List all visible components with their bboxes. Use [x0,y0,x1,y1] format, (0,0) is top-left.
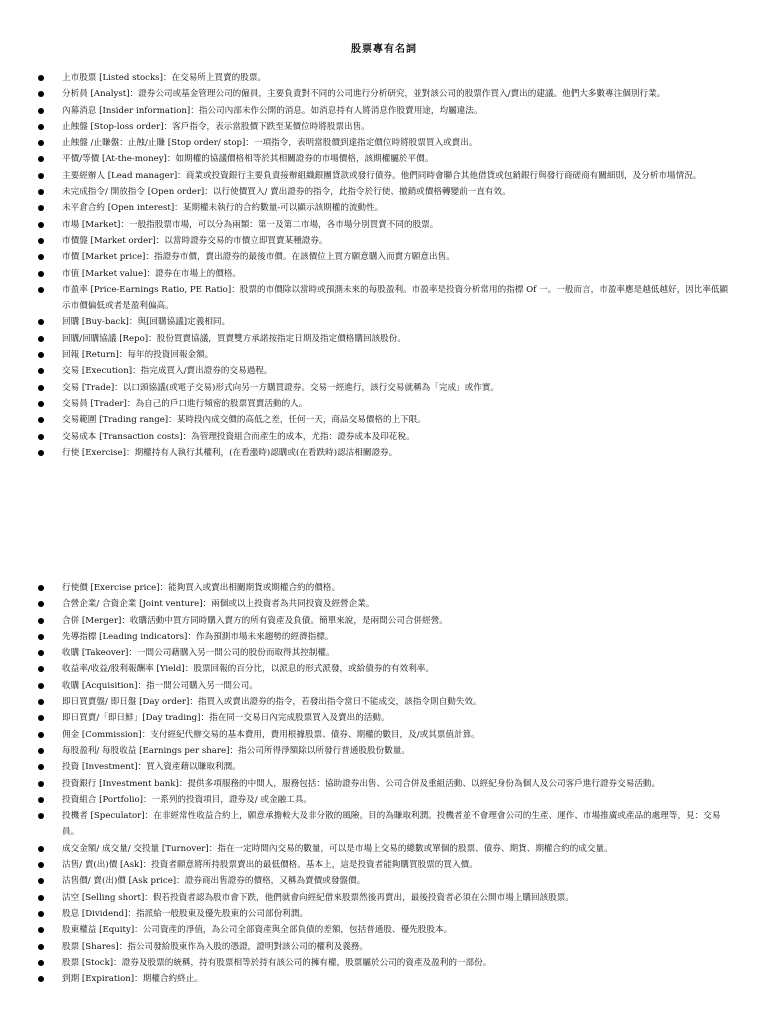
glossary-item-text: 上市股票 [Listed stocks]：在交易所上買賣的股票。 [62,73,267,83]
bullet-icon [38,450,44,456]
glossary-item [38,168,730,184]
bullet-icon [38,699,44,705]
bullet-icon [38,287,44,293]
glossary-item-text: 即日買賣/「即日鮮」[Day trading]：指在同一交易日內完成股票買入及賣出的活動。 [62,713,390,724]
bullet-icon [38,417,44,423]
glossary-item [38,971,730,987]
glossary-item [38,151,730,167]
glossary-item-text: 未完成指令/ 開放指令 [Open order]：以行使價買入/ 賣出證券的指令，此指令於行使、撤銷或價格轉變前一直有效。 [62,187,511,198]
glossary-item-text: 止蝕盤 [Stop-loss order]：客戶指令，表示當股價下跌至某價位時將股票出售。 [62,121,370,132]
glossary-item [38,412,730,428]
glossary-item-text: 股息 [Dividend]：指派給一般股東及優先股東的公司部份利潤。 [62,908,308,919]
bullet-icon [38,601,44,607]
bullet-icon [38,173,44,179]
bullet-icon [38,401,44,407]
bullet-icon [38,189,44,195]
glossary-list-1 [38,70,730,461]
bullet-icon [38,205,44,211]
glossary-item [38,596,730,612]
glossary-item-text: 先導指標 [Leading indicators]：作為預測市場未來趨勢的經濟指標。 [62,631,334,642]
glossary-item-text: 市值 [Market value]：證券在市場上的價格。 [62,268,242,279]
bullet-icon [38,764,44,770]
glossary-item-text: 投資組合 [Portfolio]：一系列的投資項目，證券及/ 或金融工具。 [62,794,312,805]
glossary-item-text: 即日買賣盤/ 即日盤 [Day order]：指買入或賣出證券的指令，若發出指令當日不能成交，該指令則自動失效。 [62,697,482,708]
glossary-item-text: 股票 [Shares]：指公司發給股東作為入股的憑證，證明對該公司的權利及義務。 [62,941,368,952]
glossary-item [38,629,730,645]
bullet-icon [38,748,44,754]
bullet-icon [38,618,44,624]
bullet-icon [38,878,44,884]
bullet-icon [38,846,44,852]
bullet-icon [38,585,44,591]
bullet-icon [38,385,44,391]
bullet-icon [38,319,44,325]
bullet-icon [38,634,44,640]
glossary-item-text: 成交金額/ 成交量/ 交投量 [Turnover]：指在一定時間內交易的數量，可以是市場上交易的總數或單個的股票、債券、期貨、期權合約的成交量。 [62,843,613,854]
glossary-item [38,922,730,938]
glossary-item [38,119,730,135]
glossary-item-text: 沽售價/ 賣(出)價 [Ask price]：證券商出售證券的價格，又稱為賣價或發盤價。 [62,876,366,887]
bullet-icon [38,140,44,146]
glossary-item [38,613,730,629]
glossary-item-text: 主要經辦人 [Lead manager]：商業或投資銀行主要負責接辦組織銀團貸款或發行債券。他們同時會聯合其他借貸或包銷銀行與發行商磋商有關細則，及分析市場情況。 [62,170,702,181]
bullet-icon [38,368,44,374]
bullet-icon [38,91,44,97]
bullet-icon [38,895,44,901]
bullet-icon [38,75,44,81]
bullet-icon [38,108,44,114]
bullet-icon [38,434,44,440]
bullet-icon [38,336,44,342]
glossary-item [38,249,730,265]
glossary-list-2 [38,580,730,987]
glossary-item-text: 交易員 [Trader]：為自己的戶口進行頻密的股票買賣活動的人。 [62,398,308,409]
glossary-item [38,808,730,841]
glossary-item-text: 回購 [Buy-back]：與[回購協議]定義相同。 [62,317,231,328]
glossary-item-text: 行使價 [Exercise price]：能夠買入或賣出相關期貨或期權合約的價格。 [62,583,341,593]
glossary-item-text: 投機者 [Speculator]：在非經常性收益合約上，願意承擔較大及非分散的風險。目的為賺取利潤。投機者並不會理會公司的生產、運作、市場推廣或產品的處理等，見：交易員。 [62,811,721,838]
glossary-item [38,759,730,775]
bullet-icon [38,222,44,228]
bullet-icon [38,781,44,787]
glossary-item-text: 市價 [Market price]：指證券市價，賣出證券的最後市價。在該價位上買方願意購入而賣方願意出售。 [62,252,455,263]
glossary-item-text: 市盈率 [Price-Earnings Ratio, PE Ratio]：股票的市價除以當時或預測未來的每股盈利。市盈率是投資分析常用的指標 Of 一。一般而言，市盈率應是越低越好，因比率低顯示市價偏低或者是盈利偏高。 [62,284,729,312]
glossary-item-text: 股票 [Stock]：證券及股票的統稱，持有股票相等於持有該公司的擁有權，股票屬於公司的資產及盈利的一部份。 [62,957,492,968]
bullet-icon [38,254,44,260]
bullet-icon [38,732,44,738]
glossary-item-text: 市場 [Market]：一般指股票市場，可以分為兩類：第一及第二市場，各市場分別買賣不同的股票。 [62,219,439,230]
glossary-item [38,135,730,151]
glossary-item [38,445,730,461]
glossary-item-text: 交易 [Execution]：指完成買入/賣出證券的交易過程。 [62,366,273,377]
bullet-icon [38,944,44,950]
glossary-item [38,645,730,661]
glossary-item [38,363,730,379]
bullet-icon [38,976,44,982]
glossary-item-text: 平價/等價 [At-the-money]：如期權的協議價格相等於其相關證券的市場價格，該期權屬於平價。 [62,154,434,165]
glossary-item-text: 收購 [Acquisition]：指一間公司購入另一間公司。 [62,680,258,691]
glossary-item-text: 收購 [Takeover]：一間公司藉購入另一間公司的股份而取得其控制權。 [62,648,335,659]
glossary-item [38,906,730,922]
bullet-icon [38,862,44,868]
glossary-item [38,266,730,282]
glossary-item [38,200,730,216]
glossary-item-text: 到期 [Expiration]：期權合約終止。 [62,974,203,985]
glossary-item [38,314,730,330]
glossary-item-text: 未平倉合約 [Open interest]：某期權未執行的合約數量-可以顯示該期權的流動性。 [62,203,384,214]
glossary-item [38,955,730,971]
glossary-item [38,841,730,857]
glossary-item [38,710,730,726]
bullet-icon [38,238,44,244]
glossary-item [38,70,730,86]
glossary-item [38,890,730,906]
glossary-item [38,727,730,743]
glossary-item [38,103,730,119]
glossary-item [38,694,730,710]
document-title: 股票專有名詞 [351,44,417,55]
glossary-item [38,580,730,596]
glossary-item [38,86,730,102]
glossary-item [38,184,730,200]
bullet-icon [38,124,44,130]
glossary-item-text: 佣金 [Commission]：支付經紀代辦交易的基本費用，費用根據股票、債券、期權的數目，及/或其票值計算。 [62,729,480,740]
glossary-item-text: 內幕消息 [Insider information]：指公司內部未作公開的消息。如消息持有人將消息作股賣用途，均屬違法。 [62,105,483,116]
glossary-item-text: 止蝕盤 /止賺盤：止蝕/止賺 [Stop order/ stop]：一項指令，表明當股價到達指定價位時將股票買入或賣出。 [62,138,478,149]
glossary-item [38,282,730,315]
glossary-item-text: 每股盈利/ 每股收益 [Earnings per share]：指公司所得淨額除以所發行普通股股份數量。 [62,745,410,756]
glossary-item-text: 交易範圍 [Trading range]：某時段內成交價的高低之差，任何一天，商品交易價格的上下限。 [62,415,426,426]
glossary-item [38,347,730,363]
glossary-item [38,661,730,677]
bullet-icon [38,797,44,803]
glossary-item [38,396,730,412]
glossary-item [38,331,730,347]
glossary-item [38,217,730,233]
glossary-item [38,857,730,873]
bullet-icon [38,927,44,933]
glossary-item [38,776,730,792]
glossary-item [38,939,730,955]
glossary-item-text: 市價盤 [Market order]：以當時證券交易的市價立即買賣某種證券。 [62,235,328,246]
glossary-item-text: 投資銀行 [Investment bank]：提供多項服務的中間人，服務包括：協助證券出售、公司合併及重組活動、以經紀身份為個人及公司客戶進行證券交易活動。 [62,778,661,789]
bullet-icon [38,156,44,162]
bullet-icon [38,271,44,277]
glossary-item-text: 沽空 [Selling short]：假若投資者認為股市會下跌，他們就會向經紀借來股票然後再賣出，最後投資者必須在公開市場上購回該股票。 [62,892,574,903]
bullet-icon [38,683,44,689]
glossary-item-text: 合併 [Merger]：收購活動中買方同時購入賣方的所有資產及負債。簡單來說，是兩間公司合併經營。 [62,615,448,626]
glossary-item-text: 交易成本 [Transaction costs]：為管理投資組合而產生的成本，尤指：證券成本及印花稅。 [62,431,415,442]
glossary-item [38,380,730,396]
glossary-item-text: 投資 [Investment]：買入資產藉以賺取利潤。 [62,762,241,773]
glossary-item-text: 收益率/收益/股利報酬率 [Yield]：股票回報的百分比，以派息的形式派發，或給債券的有效利率。 [62,664,434,675]
glossary-item-text: 沽售/ 賣(出)價 [Ask]：投資者願意將所持股票賣出的最低價格。基本上，這是投資者能夠購買股票的買入價。 [62,860,478,871]
glossary-item-text: 分析員 [Analyst]：證券公司或基金管理公司的僱員，主要負責對不同的公司進行分析研究，並對該公司的股票作買入/賣出的建議。他們大多數專注個別行業。 [62,89,666,100]
glossary-item-text: 交易 [Trade]：以口頭協議(或電子交易)形式向另一方購買證券。交易一經進行，該行交易就稱為「完成」或作實。 [62,382,500,393]
glossary-item [38,233,730,249]
glossary-item [38,743,730,759]
glossary-item-text: 股東權益 [Equity]：公司資產的淨值，為公司全部資產與全部負債的差額，包括普通股、優先股股本。 [62,925,453,936]
bullet-icon [38,960,44,966]
glossary-item [38,873,730,889]
glossary-item-text: 行使 [Exercise]：期權持有人執行其權利，(在看漲時)認購或(在看跌時)認沽相關證券。 [62,447,398,458]
bullet-icon [38,911,44,917]
glossary-item [38,429,730,445]
bullet-icon [38,666,44,672]
glossary-item-text: 回報 [Return]：每年的投資回報金額。 [62,350,214,361]
glossary-item-text: 回購/回購協議 [Repo]：股份買賣協議，買賣雙方承諾按指定日期及指定價格購回該股份。 [62,333,406,344]
glossary-item [38,792,730,808]
glossary-item [38,678,730,694]
glossary-item-text: 合營企業/ 合資企業 [Joint venture]：兩個或以上投資者為共同投資及經營企業。 [62,599,375,610]
bullet-icon [38,715,44,721]
bullet-icon [38,813,44,819]
bullet-icon [38,352,44,358]
bullet-icon [38,650,44,656]
